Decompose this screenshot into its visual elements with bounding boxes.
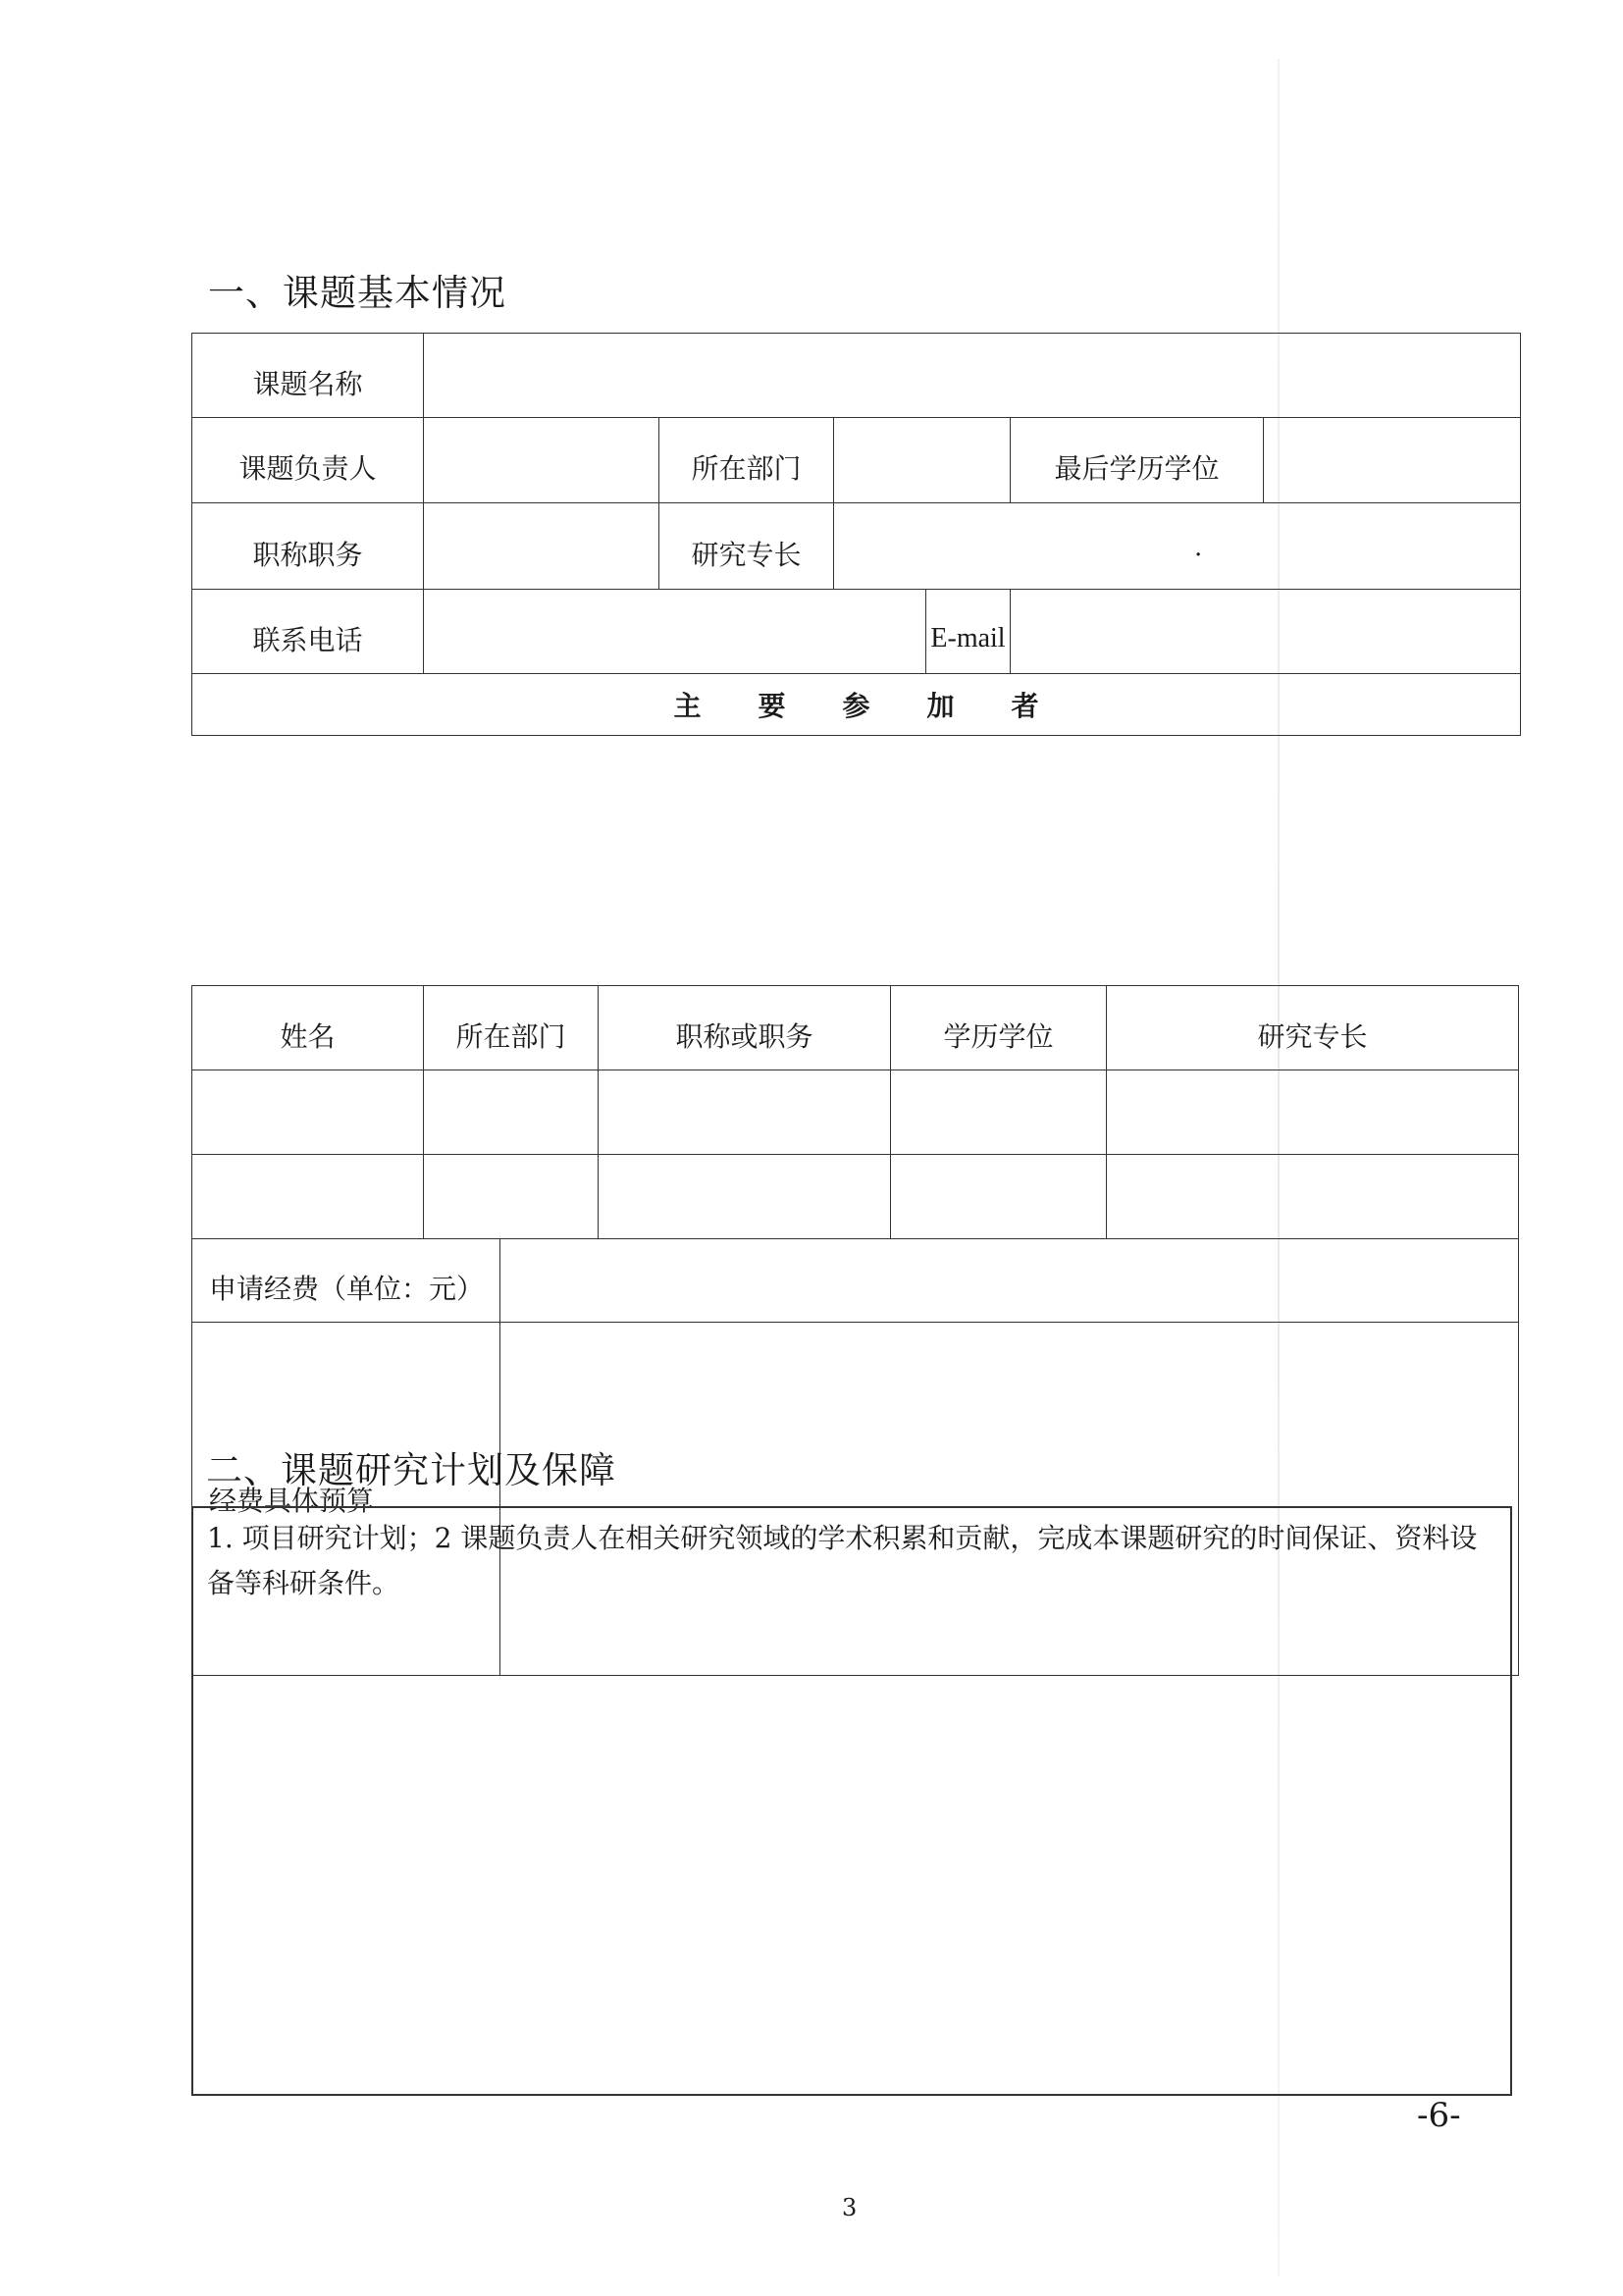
col-header-name: 姓名 [192,986,424,1070]
participant-title-cell[interactable] [599,1155,891,1239]
participant-name-cell[interactable] [192,1070,424,1155]
funding-field[interactable] [500,1239,1519,1323]
participant-row [192,1070,1519,1155]
highest-degree-field[interactable] [1264,418,1521,503]
research-specialty-field[interactable] [834,503,1521,590]
label-research-specialty: 研究专长 [659,503,834,590]
label-budget: 经费具体预算 [192,1323,500,1676]
participant-degree-cell[interactable] [891,1070,1107,1155]
label-phone: 联系电话 [192,590,424,674]
participant-row [192,1155,1519,1239]
col-header-degree: 学历学位 [891,986,1107,1070]
label-department: 所在部门 [659,418,834,503]
col-header-specialty: 研究专长 [1107,986,1519,1070]
col-header-title: 职称或职务 [599,986,891,1070]
research-plan-prompt: 1. 项目研究计划；2 课题负责人在相关研究领域的学术积累和贡献，完成本课题研究的时间保证、资料设备等科研条件。 [207,1522,1478,1599]
label-leader: 课题负责人 [192,418,424,503]
label-highest-degree: 最后学历学位 [1011,418,1264,503]
participant-degree-cell[interactable] [891,1155,1107,1239]
label-funding: 申请经费（单位：元） [192,1239,500,1323]
participant-specialty-cell[interactable] [1107,1155,1519,1239]
section1-title: 一、课题基本情况 [208,272,506,314]
scan-dot: . [1194,533,1203,562]
page-number: 3 [842,2194,858,2221]
research-plan-box[interactable] [191,1506,1512,2096]
basic-info-table [191,333,1521,736]
participant-specialty-cell[interactable] [1107,1070,1519,1155]
project-name-field[interactable] [424,334,1521,418]
email-field[interactable] [1011,590,1521,674]
title-position-field[interactable] [424,503,659,590]
participant-name-cell[interactable] [192,1155,424,1239]
department-field[interactable] [834,418,1011,503]
label-email: E-mail [926,590,1011,674]
participant-title-cell[interactable] [599,1070,891,1155]
page-marker: -6- [1417,2096,1461,2135]
col-header-department: 所在部门 [424,986,599,1070]
leader-field[interactable] [424,418,659,503]
participant-department-cell[interactable] [424,1155,599,1239]
phone-field[interactable] [424,590,926,674]
label-title-position: 职称职务 [192,503,424,590]
section2-title: 二、课题研究计划及保障 [206,1449,616,1491]
label-project-name: 课题名称 [192,334,424,418]
participants-header: 主要参加者 [192,674,1521,736]
participant-department-cell[interactable] [424,1070,599,1155]
